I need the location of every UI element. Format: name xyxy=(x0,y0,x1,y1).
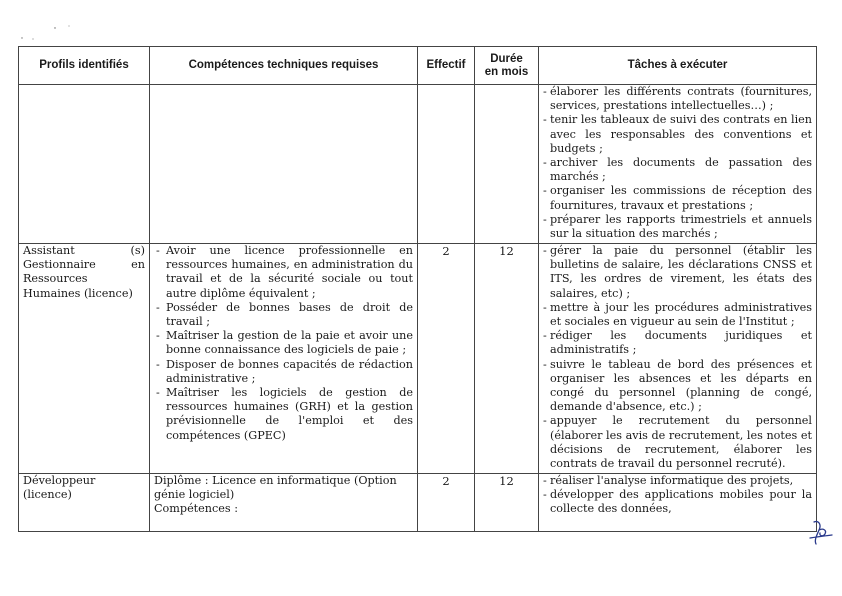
header-duree-line2: en mois xyxy=(484,65,529,78)
effectif-cell xyxy=(418,85,475,244)
tasks-cell xyxy=(539,474,817,532)
list-item: - mettre à jour les procédures administratives et sociales en vigueur au sein de l'Institut ; xyxy=(543,301,812,329)
profile-cell: Développeur (licence) xyxy=(19,474,150,532)
profiles-table xyxy=(18,46,817,532)
header-effectif: Effectif xyxy=(418,47,475,85)
tasks-cell xyxy=(539,85,817,244)
list-item: - organiser les commissions de réception des fournitures, travaux et prestations ; xyxy=(543,184,812,212)
list-item: - appuyer le recrutement du personnel (élaborer les avis de recrutement, les notes et décisions de recrutement, élaborer les contrats de travail du personnel recruté). xyxy=(543,414,812,471)
tasks-list xyxy=(543,85,812,241)
list-item: - Avoir une licence professionnelle en ressources humaines, en administration du travail et de la sécurité sociale ou tout autre diplôme équivalent ; xyxy=(154,244,413,301)
tasks-cell xyxy=(539,244,817,474)
list-item: - développer des applications mobiles pour la collecte des données, xyxy=(543,488,812,516)
handwritten-initials xyxy=(808,518,834,546)
list-item: - suivre le tableau de bord des présences et organiser les absences et les départs en congé du personnel (planning de congé, demande d'absence, etc.) ; xyxy=(543,358,812,415)
tasks-list xyxy=(543,244,812,471)
header-taches: Tâches à exécuter xyxy=(539,47,817,85)
list-item: - rédiger les documents juridiques et administratifs ; xyxy=(543,329,812,357)
table-row xyxy=(19,244,817,474)
competences-cell xyxy=(150,244,418,474)
effectif-cell: 2 xyxy=(418,474,475,532)
header-profiles: Profils identifiés xyxy=(19,47,150,85)
effectif-cell: 2 xyxy=(418,244,475,474)
competences-cell xyxy=(150,474,418,532)
diploma-line: Diplôme : Licence en informatique (Option génie logiciel) xyxy=(154,474,397,502)
table-row xyxy=(19,85,817,244)
header-row xyxy=(19,47,817,85)
duree-cell: 12 xyxy=(475,474,539,532)
profile-cell: Assistant (s) Gestionnaire en Ressources Humaines (licence) xyxy=(19,244,150,474)
list-item: - Maîtriser la gestion de la paie et avoir une bonne connaissance des logiciels de paie ; xyxy=(154,329,413,357)
list-item: - Posséder de bonnes bases de droit de travail ; xyxy=(154,301,413,329)
profile-cell xyxy=(19,85,150,244)
list-item: - réaliser l'analyse informatique des projets, xyxy=(543,474,812,488)
list-item: - préparer les rapports trimestriels et annuels sur la situation des marchés ; xyxy=(543,213,812,241)
tasks-list xyxy=(543,474,812,517)
list-item: - tenir les tableaux de suivi des contrats en lien avec les responsables des conventions et budgets ; xyxy=(543,113,812,156)
header-competences: Compétences techniques requises xyxy=(150,47,418,85)
duree-cell xyxy=(475,85,539,244)
list-item: - gérer la paie du personnel (établir les bulletins de salaire, les déclarations CNSS et ITS, les ordres de virement, les états des salaires, etc) ; xyxy=(543,244,812,301)
competences-label: Compétences : xyxy=(154,502,238,516)
list-item: - élaborer les différents contrats (fournitures, services, prestations intellectuelles…) ; xyxy=(543,85,812,113)
header-duree-line1: Durée xyxy=(490,52,523,65)
list-item: - archiver les documents de passation des marchés ; xyxy=(543,156,812,184)
competences-list xyxy=(154,244,413,443)
header-duree xyxy=(475,47,539,85)
list-item: - Maîtriser les logiciels de gestion de ressources humaines (GRH) et la gestion prévisionnelle de l'emploi et des compétences (GPEC) xyxy=(154,386,413,443)
scan-specks xyxy=(18,22,78,42)
competences-cell xyxy=(150,85,418,244)
list-item: - Disposer de bonnes capacités de rédaction administrative ; xyxy=(154,358,413,386)
duree-cell: 12 xyxy=(475,244,539,474)
table-row xyxy=(19,474,817,532)
